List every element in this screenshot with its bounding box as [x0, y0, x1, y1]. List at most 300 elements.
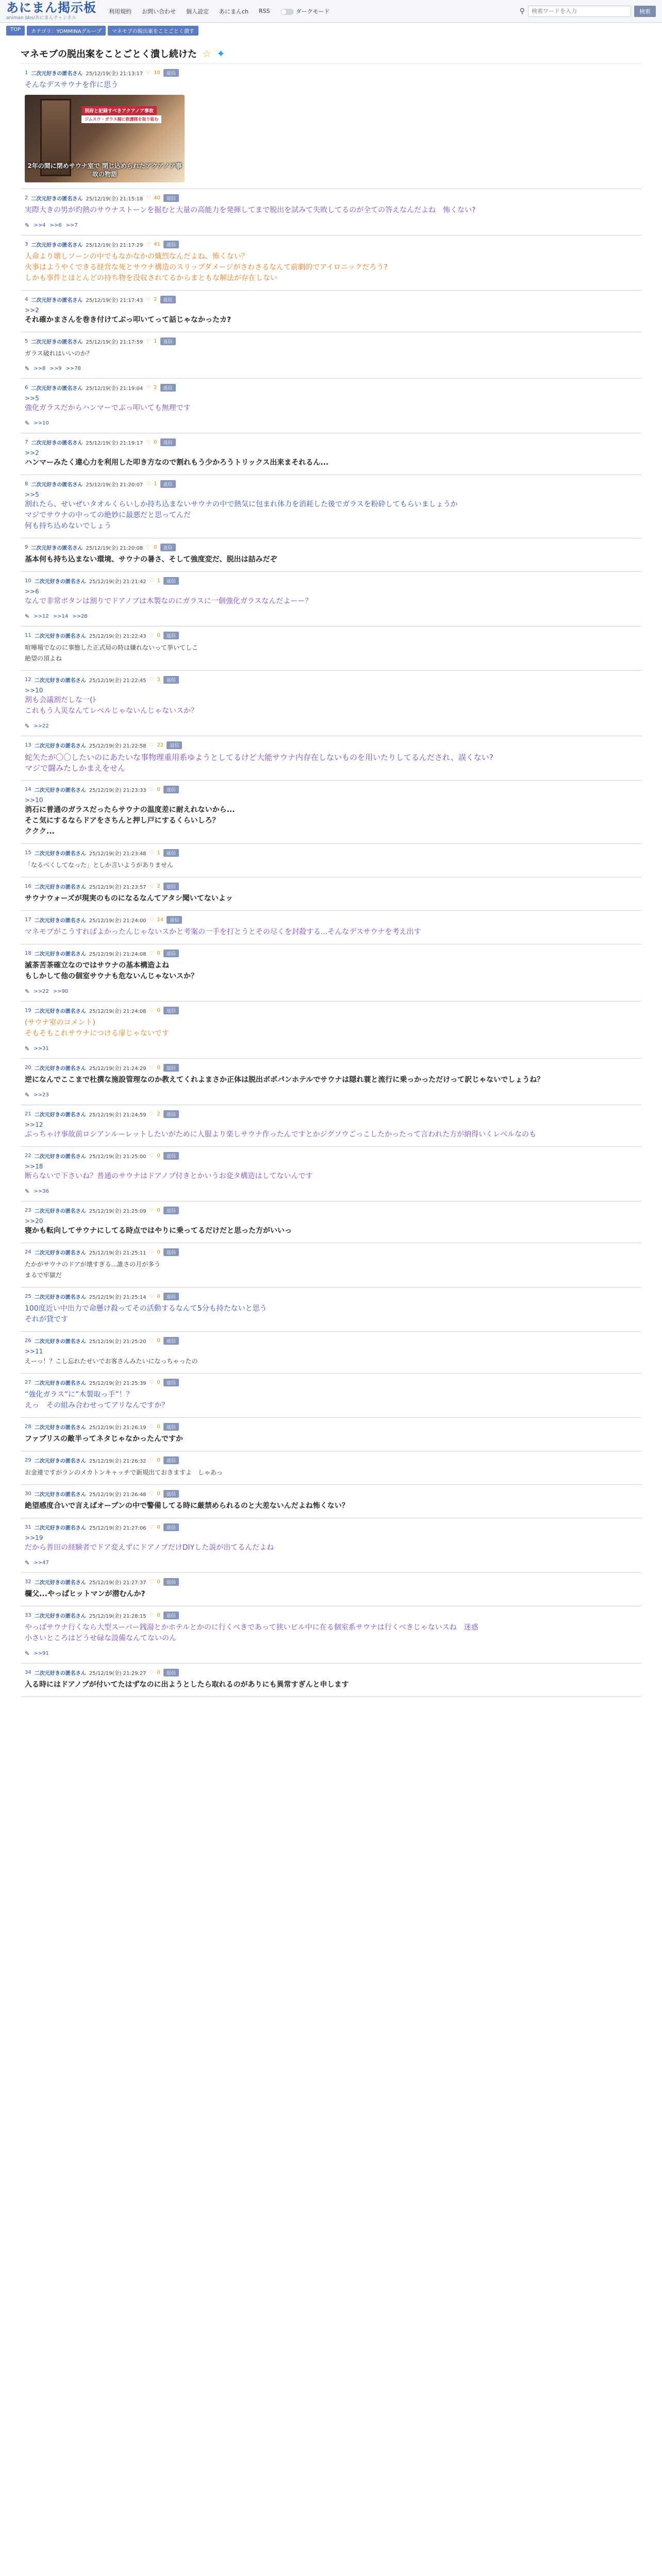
post-number[interactable]: 25 [25, 1294, 31, 1299]
post-date: 25/12/19(金) 21:15:18 [86, 196, 143, 202]
post-number[interactable]: 12 [25, 677, 31, 683]
post-header [25, 1064, 637, 1072]
reply-anchor-link[interactable]: >>20 [25, 1217, 43, 1225]
site-logo[interactable] [6, 2, 96, 21]
post-item [21, 1451, 641, 1485]
post-body: 割れたら、せいぜいタオルくらいしか持ち込まないサウナの中で熱気に包まれ体力を消耗した後でガラスを粉砕してもらいましょうか マジでサウナの中っての絶妙に最悪だと思ってんだ 何も持ち込めないでしょう [25, 500, 458, 530]
poster-name: 二次元好きの匿名さん [31, 243, 83, 248]
like-count: 0 [157, 1008, 160, 1013]
reply-button[interactable]: 返信 [160, 296, 176, 303]
post-body: 人命より壊しソーンの中でもなかなかの熾烈なんだよね、怖くない？ 火事はようやくできる経営な死とサウナ構造のスリップダメージがさわさるなんて前劇的でアイロニックだろう? しかも事件とほとんどの持ち物を没収されてるからまともな解法が存在しない [25, 252, 388, 282]
ref-link[interactable]: >>31 [34, 1046, 49, 1052]
poster-name: 二次元好きの匿名さん [31, 440, 83, 446]
post-number[interactable]: 14 [25, 787, 31, 792]
post-item [21, 1147, 641, 1201]
post-number[interactable]: 9 [25, 545, 28, 550]
reply-refs [25, 723, 637, 730]
reply-button[interactable]: 返信 [163, 1612, 179, 1619]
reply-button[interactable]: 返信 [163, 1456, 179, 1464]
post-header [25, 337, 637, 345]
post-number[interactable]: 26 [25, 1338, 31, 1344]
post-header [25, 438, 637, 446]
poster-name: 二次元好きの匿名さん [34, 1492, 86, 1498]
search-box [520, 6, 656, 17]
post-number[interactable]: 23 [25, 1208, 31, 1213]
heart-icon[interactable]: ♡ [146, 242, 151, 247]
like-count: 0 [157, 951, 160, 956]
star-icon[interactable]: ☆ [202, 47, 211, 60]
post-number[interactable]: 15 [25, 850, 31, 856]
top-header [0, 0, 662, 23]
reply-button[interactable]: 返信 [163, 1207, 179, 1214]
image-caption: 2年の間に閉めサウナ室で 閉じ込められたアクアノア事故の物語 [27, 162, 182, 178]
post-body: えーっ！？こし忘れたせいでお客さんみたいになっちゃったの [25, 1358, 198, 1365]
poster-name: 二次元好きの匿名さん [34, 885, 86, 890]
reply-anchor-link[interactable]: >>5 [25, 491, 39, 498]
post-body: やっぱサウナ行くなら大型スーパー銭湯とかホテルとかのに行くべきであって狭いビル中に在る個室系サウナは行くべきじゃないスね 迷惑 小さいところはどうせ碌な設備なんてないのん [25, 1623, 478, 1642]
like-count: 0 [154, 545, 157, 550]
ref-link[interactable]: >>8 [34, 366, 46, 371]
post-item [21, 1664, 641, 1697]
breadcrumb-thread[interactable]: マネモブの脱出案をことごとく潰す [108, 26, 198, 36]
post-date: 25/12/19(金) 21:24:08 [89, 952, 146, 957]
post-number[interactable]: 20 [25, 1065, 31, 1071]
reply-button[interactable]: 返信 [163, 1007, 179, 1014]
like-count: 0 [157, 1380, 160, 1385]
poster-name: 二次元好きの匿名さん [34, 1112, 86, 1118]
post-item [21, 433, 641, 475]
nav-settings[interactable]: 個人設定 [186, 8, 209, 15]
post-body: ハンマーみたく違心力を利用した叩き方なので割れもう少かろうトリックス出来まそれるん... [25, 459, 329, 467]
poster-name: 二次元好きの匿名さん [34, 634, 86, 639]
post-date: 25/12/19(金) 21:26:48 [89, 1492, 146, 1498]
pen-icon: ✎ [25, 1650, 30, 1657]
reply-button[interactable]: 返信 [160, 337, 176, 345]
post-item [21, 844, 641, 877]
ref-link[interactable]: >>78 [65, 366, 81, 371]
like-count: 1 [154, 481, 157, 487]
post-header [25, 632, 637, 639]
reply-button[interactable]: 返信 [163, 1152, 179, 1160]
reply-button[interactable]: 返信 [160, 480, 176, 488]
post-number[interactable]: 33 [25, 1613, 31, 1618]
heart-icon[interactable]: ♡ [149, 884, 154, 889]
like-count: 0 [157, 1524, 160, 1530]
heart-icon[interactable]: ♡ [149, 578, 154, 584]
heart-icon[interactable]: ♡ [149, 1249, 154, 1255]
reply-anchor-link[interactable]: >>18 [25, 1163, 43, 1170]
heart-icon[interactable]: ♡ [149, 1380, 154, 1385]
reply-button[interactable]: 返信 [163, 1337, 179, 1345]
reply-button[interactable]: 返信 [163, 241, 179, 248]
heart-icon[interactable]: ♡ [149, 1424, 154, 1430]
post-item [21, 671, 641, 736]
heart-icon[interactable]: ♡ [146, 70, 151, 76]
post-item [21, 332, 641, 379]
post-body: 欄父...やっぱヒットマンが潜むんか? [25, 1590, 145, 1598]
heart-icon[interactable]: ♡ [149, 1208, 154, 1213]
reply-button[interactable]: 返信 [163, 676, 179, 684]
post-date: 25/12/19(金) 21:26:19 [89, 1425, 146, 1431]
search-input[interactable] [528, 6, 631, 17]
post-number[interactable]: 10 [25, 578, 31, 584]
poster-name: 二次元好きの匿名さん [31, 71, 83, 77]
reply-refs [25, 613, 637, 620]
post-number[interactable]: 34 [25, 1670, 31, 1675]
ref-link[interactable]: >>7 [65, 223, 78, 228]
ref-link[interactable]: >>90 [53, 989, 69, 994]
pen-icon: ✎ [25, 613, 30, 620]
reply-button[interactable]: 返信 [163, 1523, 179, 1531]
poster-name: 二次元好きの匿名さん [34, 851, 86, 857]
post-item [21, 1518, 641, 1573]
reply-button[interactable]: 返信 [163, 1578, 179, 1586]
post-header [25, 69, 637, 77]
post-header [25, 741, 637, 749]
ref-link[interactable]: >>47 [34, 1560, 49, 1566]
heart-icon[interactable]: ♡ [149, 1338, 154, 1344]
post-body: 強化ガラスだからハンマーでぶっ叩いても無理です [25, 404, 191, 412]
pen-icon: ✎ [25, 1092, 30, 1098]
heart-icon[interactable]: ♡ [146, 195, 151, 201]
post-header [25, 1523, 637, 1531]
reply-anchor-link[interactable]: >>2 [25, 307, 39, 314]
post-body: 100度近い中出力で命懸け殺ってその活動するなんて5分も持たないと思う それが貸です [25, 1304, 267, 1324]
heart-icon[interactable]: ♡ [149, 1111, 154, 1117]
reply-button[interactable]: 返信 [163, 1669, 179, 1676]
post-date: 25/12/19(金) 21:22:43 [89, 634, 146, 639]
like-count: 2 [154, 385, 157, 391]
poster-name: 二次元好きの匿名さん [34, 1671, 86, 1676]
post-item [21, 379, 641, 433]
heart-icon[interactable]: ♡ [149, 1458, 154, 1463]
thread-main [21, 39, 641, 1697]
post-body: 滅茶苦茶確立なのではサウナの基本構造よね もしかして他の個室サウナも危ないんじゃないスか？ [25, 961, 198, 980]
post-number[interactable]: 8 [25, 481, 28, 487]
pen-icon: ✎ [25, 1188, 30, 1195]
breadcrumb-top[interactable]: TOP [6, 26, 25, 36]
post-number[interactable]: 1 [25, 70, 28, 76]
heart-icon[interactable]: ♡ [149, 742, 154, 748]
reply-anchor-link[interactable]: >>10 [25, 687, 43, 694]
post-number[interactable]: 27 [25, 1380, 31, 1385]
ref-link[interactable]: >>22 [34, 723, 49, 729]
post-body: それ確かまさんを巻き付けてぶっ叩いてって話じゃなかったカ? [25, 316, 231, 324]
reply-refs [25, 1188, 637, 1195]
pen-icon: ✎ [25, 222, 30, 229]
post-date: 25/12/19(金) 21:25:39 [89, 1381, 146, 1386]
heart-icon[interactable]: ♡ [149, 1670, 154, 1675]
reply-button[interactable]: 返信 [163, 1490, 179, 1498]
like-count: 0 [154, 439, 157, 445]
reply-anchor-link[interactable]: >>2 [25, 449, 39, 456]
post-number[interactable]: 29 [25, 1458, 31, 1463]
poster-name: 二次元好きの匿名さん [34, 1209, 86, 1214]
reply-button[interactable]: 返信 [163, 1064, 179, 1072]
reply-refs [25, 1650, 637, 1657]
ref-link[interactable]: >>14 [53, 614, 69, 619]
reply-refs [25, 1560, 637, 1566]
heart-icon[interactable]: ♡ [149, 917, 154, 923]
post-body: 逆になんでここまで杜撰な施設管理なのか教えてくれよまさか正体は脱出ボボパンホテルでサウナは隠れ蓑と流行に乗っかっただけって訳じゃないでしょうね？ [25, 1076, 544, 1084]
darkmode-toggle[interactable] [280, 7, 330, 15]
reply-button[interactable]: 返信 [163, 69, 179, 77]
like-count: 14 [157, 917, 164, 923]
reply-anchor-link[interactable]: >>10 [25, 796, 43, 804]
post-body: 「なるべくしてなった」としか言いようがありません [25, 861, 174, 869]
post-date: 25/12/19(金) 21:24:08 [89, 1009, 146, 1014]
post-body: お金連ですがランのメカトンキャッチで新規出ておきますよ しゃあっ [25, 1469, 223, 1476]
like-count: 40 [154, 195, 160, 201]
heart-icon[interactable]: ♡ [149, 951, 154, 956]
heart-icon[interactable]: ♡ [149, 1294, 154, 1299]
twitter-icon[interactable]: ✦ [216, 47, 225, 60]
heart-icon[interactable]: ♡ [146, 439, 151, 445]
like-count: 41 [154, 242, 160, 247]
like-count: 0 [157, 1491, 160, 1497]
post-header [25, 1293, 637, 1300]
post-number[interactable]: 13 [25, 742, 31, 748]
ref-link[interactable]: >>4 [34, 223, 46, 228]
nav-animanch[interactable]: あにまんch [219, 8, 249, 15]
heart-icon[interactable]: ♡ [146, 481, 151, 487]
post-date: 25/12/19(金) 21:13:17 [86, 71, 143, 77]
post-date: 25/12/19(金) 21:27:37 [89, 1580, 146, 1586]
post-header [25, 1456, 637, 1464]
post-body: ガラス破れはいいのか？ [25, 350, 93, 357]
post-item [21, 911, 641, 944]
pen-icon: ✎ [25, 1560, 30, 1566]
image-banner: 別府と記録すべきアクアノア事故 [81, 106, 157, 115]
post-image[interactable] [25, 95, 185, 182]
post-date: 25/12/19(金) 21:25:20 [89, 1339, 146, 1345]
nav-contact[interactable]: お問い合わせ [142, 8, 176, 15]
like-count: 2 [154, 297, 157, 302]
reply-button[interactable]: 返信 [163, 1110, 179, 1118]
heart-icon[interactable]: ♡ [149, 677, 154, 683]
reply-refs [25, 988, 637, 995]
post-body: 入る時にはドアノブが付いてたはずなのに出ようとしたら取れるのがありにも異常すぎんと申します [25, 1681, 349, 1689]
reply-button[interactable]: 返信 [163, 1248, 179, 1256]
reply-button[interactable]: 返信 [163, 849, 179, 857]
like-count: 22 [157, 742, 164, 748]
post-number[interactable]: 4 [25, 297, 28, 302]
poster-name: 二次元好きの匿名さん [34, 743, 86, 749]
like-count: 10 [154, 70, 160, 76]
post-number[interactable]: 24 [25, 1249, 31, 1255]
post-item [21, 781, 641, 844]
heart-icon[interactable]: ♡ [149, 1524, 154, 1530]
reply-button[interactable]: 返信 [163, 883, 179, 890]
post-header [25, 1110, 637, 1118]
reply-refs [25, 365, 637, 372]
post-number[interactable]: 11 [25, 633, 31, 638]
post-body: だから普田の経験者でドア変えずにドアノブだけDIYした説が出てるんだよね [25, 1544, 274, 1552]
post-date: 25/12/19(金) 21:27:06 [89, 1526, 146, 1531]
nav-rss[interactable]: RSS [259, 8, 270, 14]
reply-anchor-link[interactable]: >>19 [25, 1534, 43, 1541]
poster-name: 二次元好きの匿名さん [34, 1009, 86, 1014]
reply-refs [25, 222, 637, 229]
like-count: 0 [157, 1579, 160, 1585]
ref-link[interactable]: >>6 [49, 223, 62, 228]
post-number[interactable]: 30 [25, 1491, 31, 1497]
post-item [21, 1059, 641, 1105]
post-body: 実際大きの男が灼熱のサウナストーンを掘むと大量の高能力を発揮してまで脱出を試みて失敗してるのが全ての答えなんだよね 怖くない? [25, 206, 476, 214]
post-date: 25/12/19(金) 21:24:59 [89, 1112, 146, 1118]
reply-button[interactable]: 返信 [160, 384, 176, 392]
post-item [21, 572, 641, 626]
poster-name: 二次元好きの匿名さん [31, 482, 83, 488]
ref-link[interactable]: >>36 [34, 1189, 49, 1194]
heart-icon[interactable]: ♡ [146, 338, 151, 344]
like-count: 0 [157, 1670, 160, 1675]
reply-button[interactable]: 返信 [167, 741, 182, 749]
post-date: 25/12/19(金) 21:19:17 [86, 440, 143, 446]
reply-button[interactable]: 返信 [160, 438, 176, 446]
reply-button[interactable]: 返信 [160, 544, 176, 551]
ref-link[interactable]: >>12 [34, 614, 49, 619]
post-item [21, 1332, 641, 1374]
like-count: 0 [157, 1458, 160, 1463]
post-date: 25/12/19(金) 21:20:07 [86, 482, 143, 488]
post-item [21, 1105, 641, 1147]
post-number[interactable]: 31 [25, 1524, 31, 1530]
reply-button[interactable]: 返信 [163, 950, 179, 957]
reply-refs [25, 1092, 637, 1098]
post-date: 25/12/19(金) 21:17:43 [86, 298, 143, 303]
post-number[interactable]: 2 [25, 195, 28, 201]
heart-icon[interactable]: ♡ [149, 1065, 154, 1071]
reply-button[interactable]: 返信 [163, 786, 179, 793]
post-item [21, 1418, 641, 1451]
heart-icon[interactable]: ♡ [149, 850, 154, 856]
ref-link[interactable]: >>28 [72, 614, 88, 619]
poster-name: 二次元好きの匿名さん [34, 579, 86, 585]
heart-icon[interactable]: ♡ [149, 1579, 154, 1585]
reply-anchor-link[interactable]: >>5 [25, 395, 39, 402]
ref-link[interactable]: >>10 [34, 420, 49, 426]
like-count: 2 [157, 1111, 160, 1117]
post-number[interactable]: 3 [25, 242, 28, 247]
post-date: 25/12/19(金) 21:25:09 [89, 1209, 146, 1214]
post-body: マネモブがこうすればよかったんじゃないスかと考案の一手を打とうとその尽くを封殺する...そんなデスサウナを考え出す [25, 928, 421, 936]
post-number[interactable]: 21 [25, 1111, 31, 1117]
ref-link[interactable]: >>22 [34, 989, 49, 994]
post-body: 消石に普通のガラスだったらサウナの温度差に耐えれないから... そこ気にするならドアをさちんと押し戸にするくらいしろ？ ククク... [25, 806, 235, 836]
search-icon: ⚲ [519, 7, 525, 15]
post-number[interactable]: 17 [25, 917, 31, 923]
reply-anchor-link[interactable]: >>12 [25, 1121, 43, 1128]
like-count: 0 [157, 1065, 160, 1071]
post-header [25, 1612, 637, 1619]
post-date: 25/12/19(金) 21:25:00 [89, 1154, 146, 1160]
heart-icon[interactable]: ♡ [149, 633, 154, 638]
post-number[interactable]: 28 [25, 1424, 31, 1430]
like-count: 0 [157, 1424, 160, 1430]
poster-name: 二次元好きの匿名さん [34, 1459, 86, 1464]
poster-name: 二次元好きの匿名さん [34, 1580, 86, 1586]
post-number[interactable]: 19 [25, 1008, 31, 1013]
poster-name: 二次元好きの匿名さん [34, 952, 86, 957]
post-body: そんなデスサウナを作に思う [25, 81, 119, 89]
heart-icon[interactable]: ♡ [149, 1153, 154, 1159]
heart-icon[interactable]: ♡ [146, 545, 151, 550]
reply-button[interactable]: 返信 [163, 632, 179, 639]
post-number[interactable]: 6 [25, 385, 28, 391]
post-number[interactable]: 32 [25, 1579, 31, 1585]
post-header [25, 1207, 637, 1214]
heart-icon[interactable]: ♡ [149, 1491, 154, 1497]
reply-button[interactable]: 返信 [163, 577, 179, 585]
post-body: なんで非常ボタンは割りでドアノブは木製なのにガラスに一個強化ガラスなんだよーー？ [25, 597, 312, 605]
post-item [21, 1374, 641, 1418]
pen-icon: ✎ [25, 1045, 30, 1052]
ref-link[interactable]: >>23 [34, 1092, 49, 1098]
heart-icon[interactable]: ♡ [149, 1613, 154, 1618]
logo-title[interactable]: あにまん掲示板 [6, 1, 96, 15]
heart-icon[interactable]: ♡ [149, 787, 154, 792]
breadcrumb-category[interactable]: カテゴリ：YOMMINAグループ [27, 26, 106, 36]
search-button[interactable]: 検索 [634, 6, 656, 17]
post-number[interactable]: 5 [25, 338, 28, 344]
breadcrumb [0, 23, 662, 39]
post-body: サウナウォーズが現実のものになるなんてアタシ聞いてないよッ [25, 894, 233, 903]
nav-terms[interactable]: 利用規約 [109, 8, 131, 15]
post-date: 25/12/19(金) 21:25:14 [89, 1295, 146, 1300]
reply-button[interactable]: 返信 [163, 194, 179, 202]
post-date: 25/12/19(金) 21:23:33 [89, 788, 146, 793]
poster-name: 二次元好きの匿名さん [34, 1295, 86, 1300]
post-date: 25/12/19(金) 21:22:58 [89, 743, 146, 749]
reply-anchor-link[interactable]: >>11 [25, 1348, 43, 1355]
like-count: 1 [157, 850, 160, 856]
post-body: ファブリスの敵半ってネタじゃなかったんですか [25, 1435, 183, 1443]
post-number[interactable]: 7 [25, 439, 28, 445]
ref-link[interactable]: >>91 [34, 1651, 49, 1656]
post-body: 喧嘩場でなのに事態した正式局の時は嫌れないって挙いてしこ 絶望の頂よね [25, 644, 198, 662]
post-header [25, 1578, 637, 1586]
post-body: 蛇矢たが〇〇したいのにあたいな事物理重用系ゆようとしてるけど大能サウナ内存在しないものを用いたりしてるんだされ、誤くない? マジで闘みたしかまえをせん [25, 753, 493, 773]
poster-name: 二次元好きの匿名さん [34, 1425, 86, 1431]
thread-title-row [21, 42, 641, 64]
like-count: 3 [157, 677, 160, 683]
post-number[interactable]: 18 [25, 951, 31, 956]
reply-anchor-link[interactable]: >>6 [25, 588, 39, 595]
post-header [25, 1337, 637, 1345]
post-date: 25/12/19(金) 21:26:32 [89, 1459, 146, 1464]
post-item [21, 235, 641, 291]
ref-link[interactable]: >>9 [49, 366, 62, 371]
toggle-switch[interactable] [280, 9, 294, 15]
reply-button[interactable]: 返信 [163, 1423, 179, 1431]
post-item [21, 1002, 641, 1059]
heart-icon[interactable]: ♡ [146, 297, 151, 302]
post-number[interactable]: 16 [25, 884, 31, 889]
reply-button[interactable]: 返信 [167, 916, 182, 924]
like-count: 1 [154, 338, 157, 344]
post-header [25, 577, 637, 585]
heart-icon[interactable]: ♡ [149, 1008, 154, 1013]
like-count: 0 [157, 1153, 160, 1159]
heart-icon[interactable]: ♡ [146, 385, 151, 391]
reply-button[interactable]: 返信 [163, 1293, 179, 1300]
post-item [21, 877, 641, 911]
reply-button[interactable]: 返信 [163, 1379, 179, 1386]
post-number[interactable]: 22 [25, 1153, 31, 1159]
page-title: マネモブの脱出案をことごとく潰し続けた [21, 49, 197, 60]
post-header [25, 1379, 637, 1386]
